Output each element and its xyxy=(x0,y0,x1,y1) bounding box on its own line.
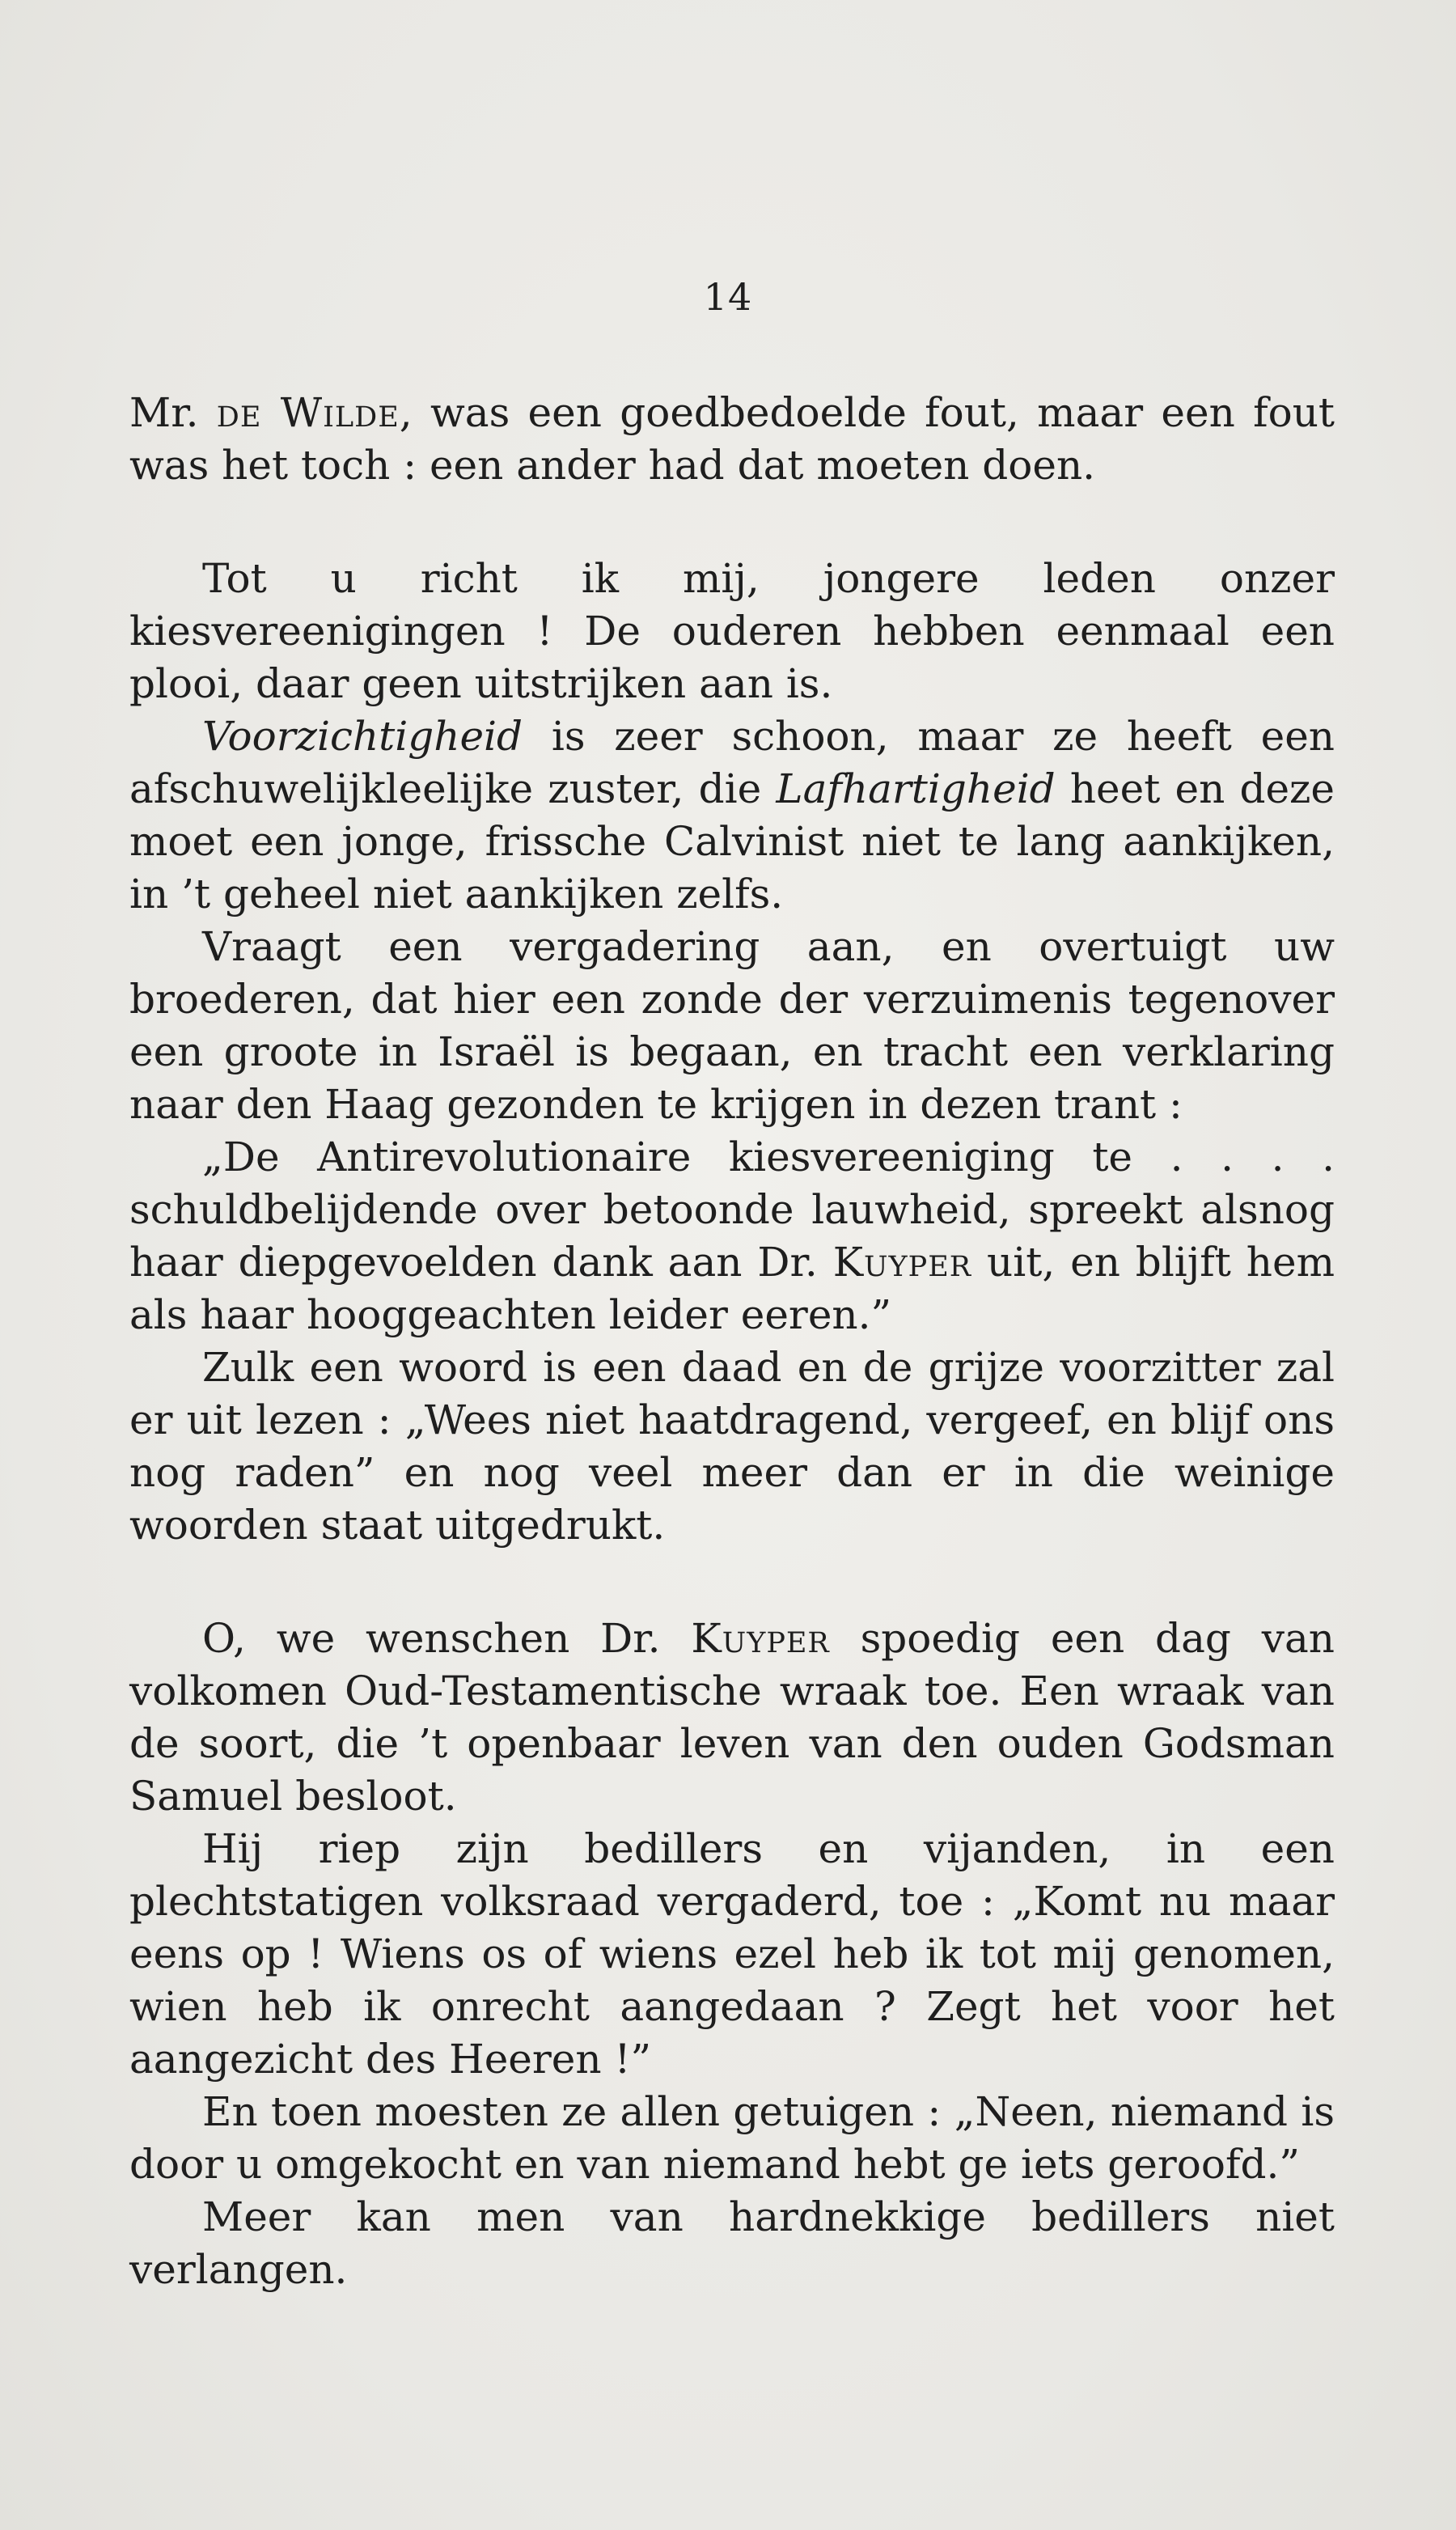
paragraph-p1 xyxy=(129,387,1335,492)
text-run: Lafhartigheid xyxy=(776,765,1056,812)
paragraph-p7 xyxy=(129,1613,1335,1823)
text-run: Vraagt een vergadering aan, en overtuigt uw broederen, dat hier een zonde der verzuimenis tegenover een groote in Israël is begaan, en tracht een verklaring naar den Haag gezonden te krijgen in dezen trant : xyxy=(129,923,1335,1128)
paragraph-p4 xyxy=(129,921,1335,1131)
paragraph-p5 xyxy=(129,1131,1335,1341)
text-run: Mr. xyxy=(129,389,217,436)
paragraph-p3 xyxy=(129,710,1335,921)
paragraph-gap xyxy=(129,1552,1335,1613)
text-run: uit, en blijft hem als haar hooggeachten leider eeren.” xyxy=(129,1239,1335,1338)
text-run: spoedig een dag van volkomen Oud-Testamentische wraak toe. Een wraak van de soort, die ’t openbaar leven van den ouden Godsman Samuel besloot. xyxy=(129,1615,1335,1820)
text-run: de Wilde xyxy=(216,389,400,436)
text-run: Kuyper xyxy=(691,1615,830,1662)
text-run: Zulk een woord is een daad en de grijze voorzitter zal er uit lezen : „Wees niet haatdragend, vergeef, en blijf ons nog raden” en nog veel meer dan er in die weinige woorden staat uitgedrukt. xyxy=(129,1344,1335,1549)
text-run: En toen moesten ze allen getuigen : „Neen, niemand is door u omgekocht en van niemand hebt ge iets geroofd.” xyxy=(129,2088,1335,2188)
text-run: Kuyper xyxy=(832,1239,972,1286)
paragraph-p10 xyxy=(129,2191,1335,2296)
text-run: is zeer schoon, maar ze heeft een afschuwelijkleelijke zuster, die xyxy=(129,713,1335,812)
text-run: Meer kan men van hardnekkige bedillers niet verlangen. xyxy=(129,2193,1335,2293)
text-run: Hij riep zijn bedillers en vijanden, in een plechtstatigen volksraad vergaderd, toe : „Komt nu maar eens op ! Wiens os of wiens ezel heb ik tot mij genomen, wien heb ik onrecht aangedaan ? Zegt het voor het aangezicht des Heeren !” xyxy=(129,1825,1335,2083)
page-number: 14 xyxy=(703,275,753,319)
text-run: „De Antirevolutionaire kiesvereeniging te . . . . schuldbelijdende over betoonde lauwheid, spreekt alsnog haar diepgevoelden dank aan Dr. xyxy=(129,1134,1335,1286)
text-run: , was een goedbedoelde fout, maar een fout was het toch : een ander had dat moeten doen. xyxy=(129,389,1335,489)
text-run: O, we wenschen Dr. xyxy=(202,1615,692,1662)
paragraph-gap xyxy=(129,492,1335,553)
body-text xyxy=(129,387,1335,2296)
paragraph-p8 xyxy=(129,1823,1335,2086)
text-run: Tot u richt ik mij, jongere leden onzer kiesvereenigingen ! De ouderen hebben eenmaal een plooi, daar geen uitstrijken aan is. xyxy=(129,555,1335,707)
text-run: heet en deze moet een jonge, frissche Calvinist niet te lang aankijken, in ’t geheel niet aankijken zelfs. xyxy=(129,765,1335,917)
text-run: Voorzichtigheid xyxy=(202,713,523,760)
paragraph-p2 xyxy=(129,553,1335,710)
paragraph-p6 xyxy=(129,1341,1335,1552)
paragraph-p9 xyxy=(129,2086,1335,2191)
